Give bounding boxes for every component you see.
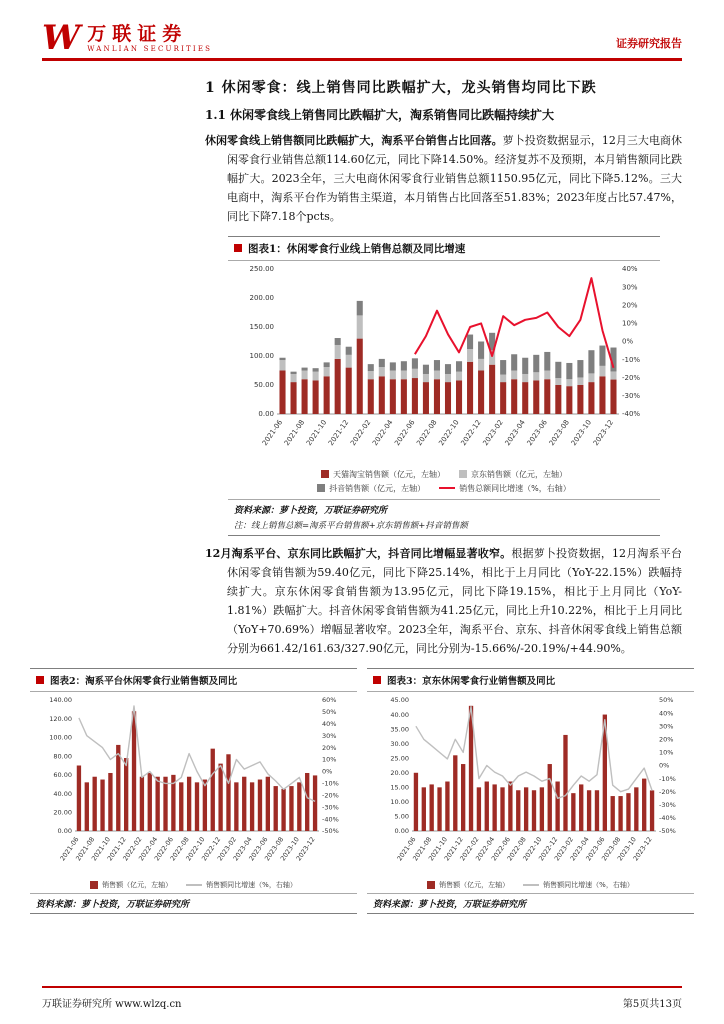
- legend-item: [317, 483, 425, 494]
- figure-1-note: 注：线上销售总额=淘系平台销售额+京东销售额+抖音销售额: [234, 520, 468, 531]
- figure-2-title: 图表2：淘系平台休闲零食行业销售额及同比: [50, 675, 238, 687]
- figure-bullet-icon: [36, 676, 44, 684]
- svg-text:0.00: 0.00: [57, 827, 72, 836]
- svg-text:-20%: -20%: [658, 787, 676, 796]
- svg-text:2021-10: 2021-10: [304, 418, 329, 447]
- figure-row: [30, 668, 694, 914]
- svg-text:2022-12: 2022-12: [536, 835, 559, 863]
- svg-text:-50%: -50%: [658, 827, 676, 836]
- svg-text:140.00: 140.00: [48, 696, 72, 705]
- svg-text:80.00: 80.00: [52, 752, 72, 761]
- svg-text:10.00: 10.00: [389, 797, 409, 806]
- svg-text:2023-04: 2023-04: [231, 835, 254, 863]
- brand-logo-w-icon: W: [42, 18, 81, 58]
- footer-left-text: 万联证券研究所 www.wlzq.cn: [42, 999, 182, 1010]
- figure-bullet-icon: [234, 244, 242, 252]
- svg-text:2021-08: 2021-08: [410, 835, 433, 863]
- legend-item-label: 销售总额同比增速（%，右轴）: [459, 483, 571, 493]
- svg-text:50%: 50%: [321, 707, 336, 716]
- legend-item-label: 抖音销售额（亿元，左轴）: [329, 483, 426, 493]
- brand-name-cn: 万联证券: [87, 23, 188, 45]
- svg-text:2022-08: 2022-08: [505, 835, 528, 863]
- svg-text:2022-10: 2022-10: [183, 835, 207, 863]
- svg-text:0.00: 0.00: [258, 410, 274, 419]
- svg-text:2023-04: 2023-04: [503, 418, 527, 447]
- figure-1-legend: [274, 468, 614, 499]
- figure-3-legend: [367, 879, 694, 893]
- legend-item: [439, 483, 571, 494]
- legend-item-label: 销售额同比增速（%，右轴）: [206, 880, 297, 889]
- legend-square-swatch-icon: [427, 881, 435, 889]
- svg-text:2022-06: 2022-06: [489, 835, 512, 863]
- paragraph-1: [205, 131, 682, 226]
- svg-text:150.00: 150.00: [249, 323, 274, 332]
- legend-item-label: 京东销售额（亿元，左轴）: [471, 469, 567, 479]
- svg-text:2022-04: 2022-04: [136, 835, 159, 863]
- svg-text:-40%: -40%: [622, 410, 641, 419]
- svg-text:2021-10: 2021-10: [426, 835, 449, 863]
- svg-text:2022-02: 2022-02: [457, 835, 481, 863]
- svg-text:-10%: -10%: [658, 774, 676, 783]
- svg-text:2021-06: 2021-06: [394, 835, 418, 863]
- svg-text:2023-06: 2023-06: [246, 835, 269, 863]
- figure-2: [30, 668, 357, 914]
- footer-page-number: 第5页共13页: [622, 999, 682, 1010]
- paragraph-1-body: 萝卜投资数据显示，12月三大电商休闲零食行业销售总额114.60亿元，同比下降14.50%。经济复苏不及预期，本月销售额同比跌幅扩大。2023全年，三大电商休闲零食行业销售总额1150.95亿元，同比下降5.12%。三大电商中，淘系平台作为销售主渠道，本月销售占比回落至51.83%；2023年度占比57.47%，同比下降7.18个pcts。: [227, 133, 682, 223]
- svg-text:50.00: 50.00: [253, 381, 274, 390]
- svg-text:-30%: -30%: [658, 800, 676, 809]
- section-title: 1 休闲零食：线上销售同比跌幅扩大，龙头销售均同比下跌: [205, 79, 597, 96]
- subsection-title: 1.1 休闲零食线上销售同比跌幅扩大，淘系销售同比跌幅持续扩大: [205, 107, 555, 122]
- page-footer: [42, 986, 682, 1010]
- svg-text:-30%: -30%: [321, 803, 339, 812]
- svg-text:2022-04: 2022-04: [371, 418, 395, 447]
- svg-text:200.00: 200.00: [249, 294, 274, 303]
- svg-text:-10%: -10%: [321, 779, 339, 788]
- svg-text:2023-12: 2023-12: [294, 835, 317, 863]
- svg-text:0.00: 0.00: [394, 827, 409, 836]
- svg-text:-30%: -30%: [622, 391, 641, 400]
- brand-logo: [42, 18, 213, 58]
- figure-2-header: [30, 669, 357, 692]
- figure-2-source: 资料来源：萝卜投资，万联证券研究所: [30, 893, 357, 913]
- svg-text:10%: 10%: [321, 755, 336, 764]
- svg-text:2022-12: 2022-12: [199, 835, 222, 863]
- figure-3-title: 图表3：京东休闲零食行业销售额及同比: [387, 675, 556, 687]
- legend-item-label: 销售额同比增速（%，右轴）: [543, 880, 634, 889]
- figure-1: [228, 236, 660, 536]
- svg-text:2021-10: 2021-10: [89, 835, 112, 863]
- paragraph-2-body: 根据萝卜投资数据，12月淘系平台休闲零食销售额为59.40亿元，同比下降25.14%，相比于上月同比（YoY-22.15%）跌幅持续扩大。京东休闲零食销售额为13.95亿元，同比下降19.15%，相比于上月同比（YoY-1.81%）跌幅扩大。抖音休闲零食销售额为41.25亿元，同比上升10.22%，相比于上月同比（YoY+70.69%）增幅显著收窄。2023全年，淘系平台、京东、抖音休闲零食线上销售总额分别为661.42/161.63/327.90亿元，同比分别为-15.66%/-20.19%/+44.90%。: [227, 546, 682, 655]
- svg-text:20%: 20%: [321, 743, 336, 752]
- svg-text:2021-12: 2021-12: [327, 418, 351, 447]
- legend-square-swatch-icon: [90, 881, 98, 889]
- svg-text:2022-06: 2022-06: [152, 835, 175, 863]
- svg-text:2023-12: 2023-12: [631, 835, 654, 863]
- svg-text:2023-10: 2023-10: [569, 418, 594, 447]
- legend-square-swatch-icon: [459, 470, 467, 478]
- svg-text:40.00: 40.00: [389, 710, 409, 719]
- svg-text:2023-08: 2023-08: [262, 835, 285, 863]
- svg-text:-20%: -20%: [622, 373, 641, 382]
- svg-text:2023-08: 2023-08: [599, 835, 622, 863]
- svg-text:0%: 0%: [622, 337, 634, 346]
- svg-text:-40%: -40%: [658, 813, 676, 822]
- svg-text:60%: 60%: [321, 696, 336, 705]
- svg-text:25.00: 25.00: [389, 754, 409, 763]
- svg-text:20.00: 20.00: [389, 768, 409, 777]
- svg-text:2023-04: 2023-04: [568, 835, 591, 863]
- svg-text:-10%: -10%: [622, 355, 641, 364]
- svg-text:2021-12: 2021-12: [442, 835, 465, 863]
- brand-name-en: WANLIAN SECURITIES: [87, 44, 213, 53]
- figure-1-chart: [229, 263, 659, 468]
- svg-text:250.00: 250.00: [249, 265, 274, 274]
- svg-text:20%: 20%: [658, 735, 673, 744]
- svg-text:0%: 0%: [321, 767, 332, 776]
- figure-1-source: 资料来源：萝卜投资，万联证券研究所: [228, 499, 660, 519]
- svg-text:60.00: 60.00: [52, 770, 72, 779]
- svg-text:2022-02: 2022-02: [349, 418, 373, 447]
- svg-text:35.00: 35.00: [389, 725, 409, 734]
- svg-text:2023-10: 2023-10: [615, 835, 638, 863]
- svg-text:2021-12: 2021-12: [105, 835, 128, 863]
- legend-item: [321, 469, 445, 480]
- figure-1-header: [228, 237, 660, 261]
- figure-2-chart: [35, 694, 353, 879]
- svg-text:20.00: 20.00: [52, 808, 72, 817]
- legend-item: [523, 880, 634, 890]
- legend-item-label: 销售额（亿元，左轴）: [102, 880, 173, 889]
- svg-text:40%: 40%: [321, 719, 336, 728]
- svg-text:40.00: 40.00: [52, 789, 72, 798]
- svg-text:100.00: 100.00: [48, 733, 72, 742]
- svg-text:-50%: -50%: [321, 827, 339, 836]
- svg-text:100.00: 100.00: [249, 352, 274, 361]
- svg-text:10%: 10%: [658, 748, 673, 757]
- svg-text:2021-08: 2021-08: [282, 418, 307, 447]
- svg-text:2023-06: 2023-06: [583, 835, 606, 863]
- paragraph-2: [205, 544, 682, 658]
- svg-text:2023-12: 2023-12: [591, 418, 616, 447]
- svg-text:10%: 10%: [622, 319, 638, 328]
- svg-text:40%: 40%: [658, 709, 673, 718]
- svg-text:120.00: 120.00: [48, 714, 72, 723]
- figure-3-chart: [372, 694, 690, 879]
- svg-text:2022-08: 2022-08: [168, 835, 191, 863]
- svg-text:2023-08: 2023-08: [547, 418, 571, 447]
- legend-item: [90, 880, 172, 890]
- svg-text:2023-10: 2023-10: [278, 835, 301, 863]
- svg-text:2022-06: 2022-06: [393, 418, 417, 447]
- svg-text:40%: 40%: [622, 265, 638, 274]
- paragraph-1-lead: 休闲零食线上销售额同比跌幅扩大，淘系平台销售占比回落。: [205, 133, 503, 147]
- paragraph-2-lead: 12月淘系平台、京东同比跌幅扩大，抖音同比增幅显著收窄。: [205, 546, 512, 560]
- figure-3-source: 资料来源：萝卜投资，万联证券研究所: [367, 893, 694, 913]
- legend-item-label: 天猫淘宝销售额（亿元，左轴）: [333, 469, 445, 479]
- figure-1-title: 图表1：休闲零食行业线上销售总额及同比增速: [248, 242, 466, 255]
- svg-text:2023-02: 2023-02: [481, 418, 505, 447]
- svg-text:2023-06: 2023-06: [525, 418, 549, 447]
- svg-text:-40%: -40%: [321, 815, 339, 824]
- legend-square-swatch-icon: [321, 470, 329, 478]
- svg-text:2022-02: 2022-02: [120, 835, 144, 863]
- svg-text:30%: 30%: [658, 722, 673, 731]
- legend-item: [459, 469, 567, 480]
- svg-text:0%: 0%: [658, 761, 669, 770]
- svg-text:2021-06: 2021-06: [57, 835, 81, 863]
- legend-line-swatch-icon: [439, 487, 455, 489]
- legend-line-swatch-icon: [523, 884, 539, 886]
- svg-text:2022-08: 2022-08: [415, 418, 439, 447]
- figure-3-header: [367, 669, 694, 692]
- svg-text:2022-10: 2022-10: [520, 835, 544, 863]
- svg-text:30%: 30%: [622, 283, 638, 292]
- svg-text:2023-02: 2023-02: [552, 835, 575, 863]
- legend-line-swatch-icon: [186, 884, 202, 886]
- svg-text:2023-02: 2023-02: [215, 835, 238, 863]
- legend-square-swatch-icon: [317, 484, 325, 492]
- svg-text:30%: 30%: [321, 731, 336, 740]
- figure-3: [367, 668, 694, 914]
- svg-text:2022-10: 2022-10: [437, 418, 461, 447]
- svg-text:15.00: 15.00: [389, 783, 409, 792]
- legend-item-label: 销售额（亿元，左轴）: [439, 880, 510, 889]
- report-type-label: 证券研究报告: [616, 36, 682, 50]
- svg-text:2021-06: 2021-06: [260, 418, 285, 447]
- svg-text:-20%: -20%: [321, 791, 339, 800]
- svg-text:30.00: 30.00: [389, 739, 409, 748]
- svg-text:50%: 50%: [658, 696, 673, 705]
- svg-text:20%: 20%: [622, 301, 638, 310]
- figure-bullet-icon: [373, 676, 381, 684]
- svg-text:5.00: 5.00: [394, 812, 409, 821]
- svg-text:45.00: 45.00: [389, 696, 409, 705]
- svg-text:2021-08: 2021-08: [73, 835, 96, 863]
- svg-text:2022-04: 2022-04: [473, 835, 496, 863]
- figure-2-legend: [30, 879, 357, 893]
- legend-item: [427, 880, 509, 890]
- brand-text: [87, 24, 212, 53]
- page-header: [42, 18, 682, 61]
- legend-item: [186, 880, 297, 890]
- svg-text:2022-12: 2022-12: [459, 418, 483, 447]
